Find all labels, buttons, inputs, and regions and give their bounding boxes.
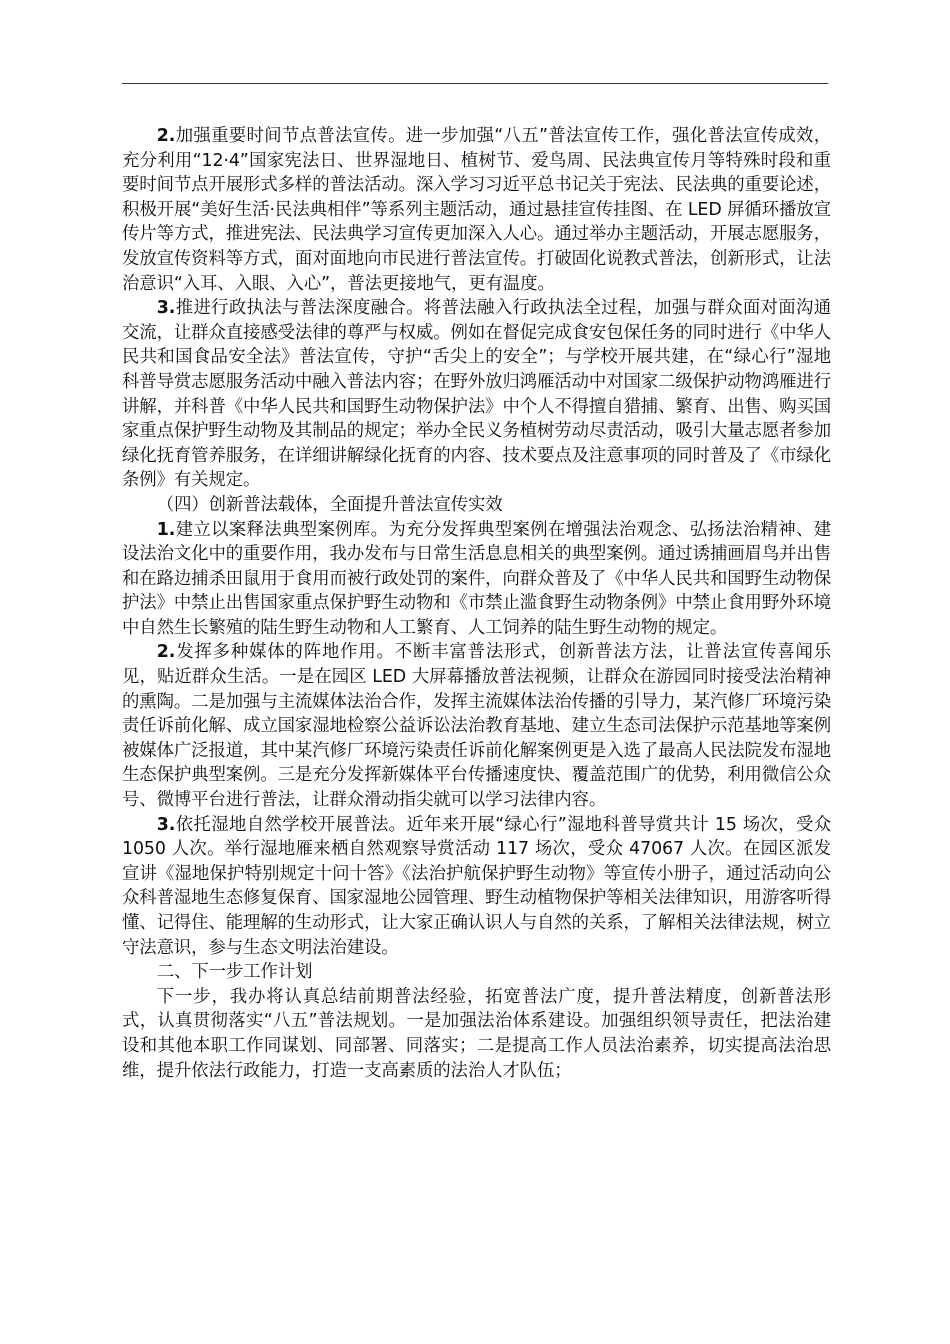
paragraph — [122, 985, 831, 1083]
section-heading — [122, 493, 831, 518]
heading-text: （四）创新普法载体，全面提升普法宣传实效 — [156, 494, 503, 515]
paragraph — [122, 124, 831, 296]
paragraph — [122, 518, 831, 641]
paragraph-text: 依托湿地自然学校开展普法。近年来开展“绿心行”湿地科普导赏共计 15 场次，受众 1050 人次。举行湿地雁来栖自然观察导赏活动 117 场次，受众 47067 人次。在园区派发宣讲《湿地保护特别规定十问十答》《法治护航保护野生动物》等宣传小册子，通过活动向公众科普湿地生态修复保育、国家湿地公园管理、野生动植物保护等相关法律知识，用游客听得懂、记得住、能理解的生动形式，让大家正确认识人与自然的关系，了解相关法律法规，树立守法意识，参与生态文明法治建设。 — [122, 814, 831, 958]
header-rule — [122, 83, 828, 84]
heading-text: 二、下一步工作计划 — [156, 962, 313, 983]
item-number: 1. — [156, 519, 176, 540]
paragraph-text: 下一步，我办将认真总结前期普法经验，拓宽普法广度，提升普法精度，创新普法形式，认真贯彻落实“八五”普法规划。一是加强法治体系建设。加强组织领导责任，把法治建设和其他本职工作同谋划、同部署、同落实；二是提高工作人员法治素养，切实提高法治思维，提升依法行政能力，打造一支高素质的法治人才队伍； — [122, 986, 831, 1081]
paragraph — [122, 296, 831, 493]
item-number: 3. — [156, 814, 176, 835]
document-body — [122, 124, 831, 1083]
item-number: 2. — [156, 642, 176, 663]
paragraph-text: 加强重要时间节点普法宣传。进一步加强“八五”普法宣传工作，强化普法宣传成效，充分利用“12·4”国家宪法日、世界湿地日、植树节、爱鸟周、民法典宣传月等特殊时段和重要时间节点开展形式多样的普法活动。深入学习习近平总书记关于宪法、民法典的重要论述，积极开展“美好生活·民法典相伴”等系列主题活动，通过悬挂宣传挂图、在 LED 屏循环播放宣传片等方式，推进宪法、民法典学习宣传更加深入人心。通过举办主题活动，开展志愿服务，发放宣传资料等方式，面对面地向市民进行普法宣传。打破固化说教式普法，创新形式，让法治意识“入耳、入眼、入心”，普法更接地气，更有温度。 — [122, 126, 831, 294]
paragraph — [122, 640, 831, 812]
paragraph-text: 发挥多种媒体的阵地作用。不断丰富普法形式，创新普法方法，让普法宣传喜闻乐见，贴近群众生活。一是在园区 LED 大屏幕播放普法视频，让群众在游园同时接受法治精神的熏陶。二是加强与主流媒体法治合作，发挥主流媒体法治传播的引导力，某汽修厂环境污染责任诉前化解、成立国家湿地检察公益诉讼法治教育基地、建立生态司法保护示范基地等案例被媒体广泛报道，其中某汽修厂环境污染责任诉前化解案例更是入选了最高人民法院发布湿地生态保护典型案例。三是充分发挥新媒体平台传播速度快、覆盖范围广的优势，利用微信公众号、微博平台进行普法，让群众滑动指尖就可以学习法律内容。 — [122, 642, 831, 811]
item-number: 3. — [156, 298, 176, 319]
item-number: 2. — [156, 126, 176, 146]
paragraph-text: 建立以案释法典型案例库。为充分发挥典型案例在增强法治观念、弘扬法治精神、建设法治文化中的重要作用，我办发布与日常生活息息相关的典型案例。通过诱捕画眉鸟并出售和在路边捕杀田鼠用于食用而被行政处罚的案件，向群众普及了《中华人民共和国野生动物保护法》中禁止出售国家重点保护野生动物和《市禁止滥食野生动物条例》中禁止食用野外环境中自然生长繁殖的陆生野生动物和人工繁育、人工饲养的陆生野生动物的规定。 — [122, 519, 831, 638]
section-heading — [122, 960, 831, 985]
paragraph-text: 推进行政执法与普法深度融合。将普法融入行政执法全过程，加强与群众面对面沟通交流，让群众直接感受法律的尊严与权威。例如在督促完成食安包保任务的同时进行《中华人民共和国食品安全法》普法宣传，守护“舌尖上的安全”；与学校开展共建，在“绿心行”湿地科普导赏志愿服务活动中融入普法内容；在野外放归鸿雁活动中对国家二级保护动物鸿雁进行讲解，并科普《中华人民共和国野生动物保护法》中个人不得擅自猎捕、繁育、出售、购买国家重点保护野生动物及其制品的规定；举办全民义务植树劳动尽责活动，吸引大量志愿者参加绿化抚育管养服务，在详细讲解绿化抚育的内容、技术要点及注意事项的同时普及了《市绿化条例》有关规定。 — [122, 298, 831, 491]
paragraph — [122, 813, 831, 961]
